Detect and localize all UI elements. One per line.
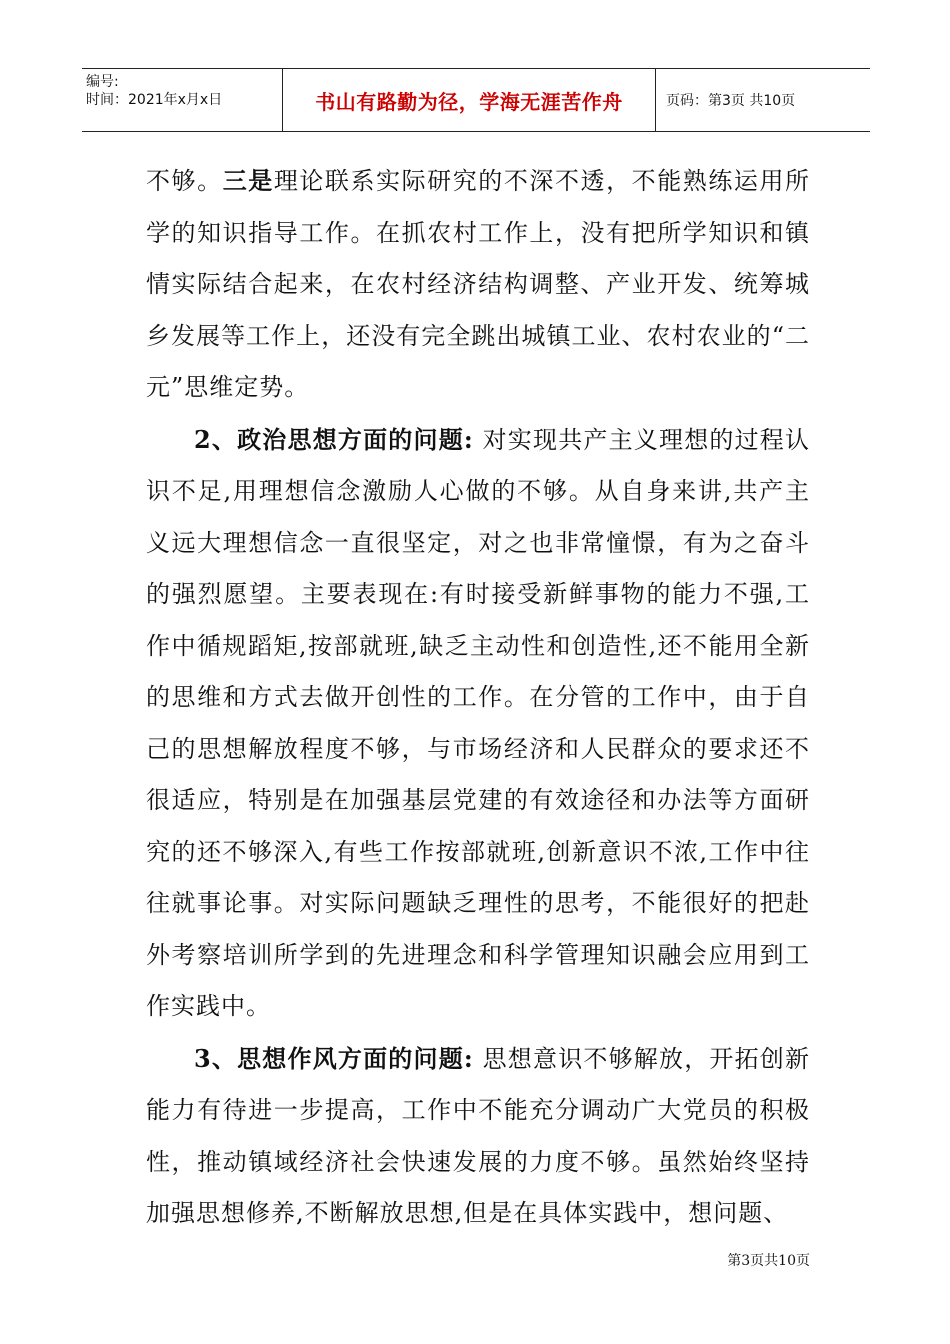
document-number-label: 编号: — [86, 74, 119, 90]
page-footer: 第3页共10页 — [727, 1253, 810, 1269]
p1-bold-marker: 三是 — [222, 166, 274, 195]
header-page-info: 页码：第3页 共10页 — [666, 93, 796, 109]
p3-text: 思想意识不够解放，开拓创新能力有待进一步提高，工作中不能充分调动广大党员的积极性，推动镇域经济社会快速发展的力度不够。虽然始终坚持加强思想修养,不断解放思想,但是在具体实践中，想问题、 — [146, 1044, 810, 1227]
p2-heading: 2、政治思想方面的问题: — [194, 424, 474, 454]
header-motto: 书山有路勤为径，学海无涯苦作舟 — [282, 69, 656, 131]
header-meta — [82, 69, 282, 131]
paragraph-1 — [146, 155, 810, 414]
p3-heading: 3、思想作风方面的问题: — [194, 1043, 474, 1073]
page-header — [82, 68, 870, 132]
paragraph-2 — [146, 414, 810, 1033]
document-time-label: 时间：2021年x月x日 — [86, 92, 223, 108]
paragraph-3 — [146, 1033, 810, 1240]
p1-lead: 不够。 — [146, 167, 223, 195]
p2-text: 对实现共产主义理想的过程认识不足,用理想信念激励人心做的不够。从自身来讲,共产主义远大理想信念一直很坚定，对之也非常憧憬，有为之奋斗的强烈愿望。主要表现在:有时接受新鲜事物的能力不强,工作中循规蹈矩,按部就班,缺乏主动性和创造性,还不能用全新的思维和方式去做开创性的工作。在分管的工作中，由于自己的思想解放程度不够，与市场经济和人民群众的要求还不很适应，特别是在加强基层党建的有效途径和办法等方面研究的还不够深入,有些工作按部就班,创新意识不浓,工作中往往就事论事。对实际问题缺乏理性的思考，不能很好的把赴外考察培训所学到的先进理念和科学管理知识融会应用到工作实践中。 — [146, 425, 810, 1020]
document-body — [146, 155, 810, 1240]
p1-text: 理论联系实际研究的不深不透，不能熟练运用所学的知识指导工作。在抓农村工作上，没有把所学知识和镇情实际结合起来，在农村经济结构调整、产业开发、统筹城乡发展等工作上，还没有完全跳出城镇工业、农村农业的“二元”思维定势。 — [146, 167, 811, 401]
